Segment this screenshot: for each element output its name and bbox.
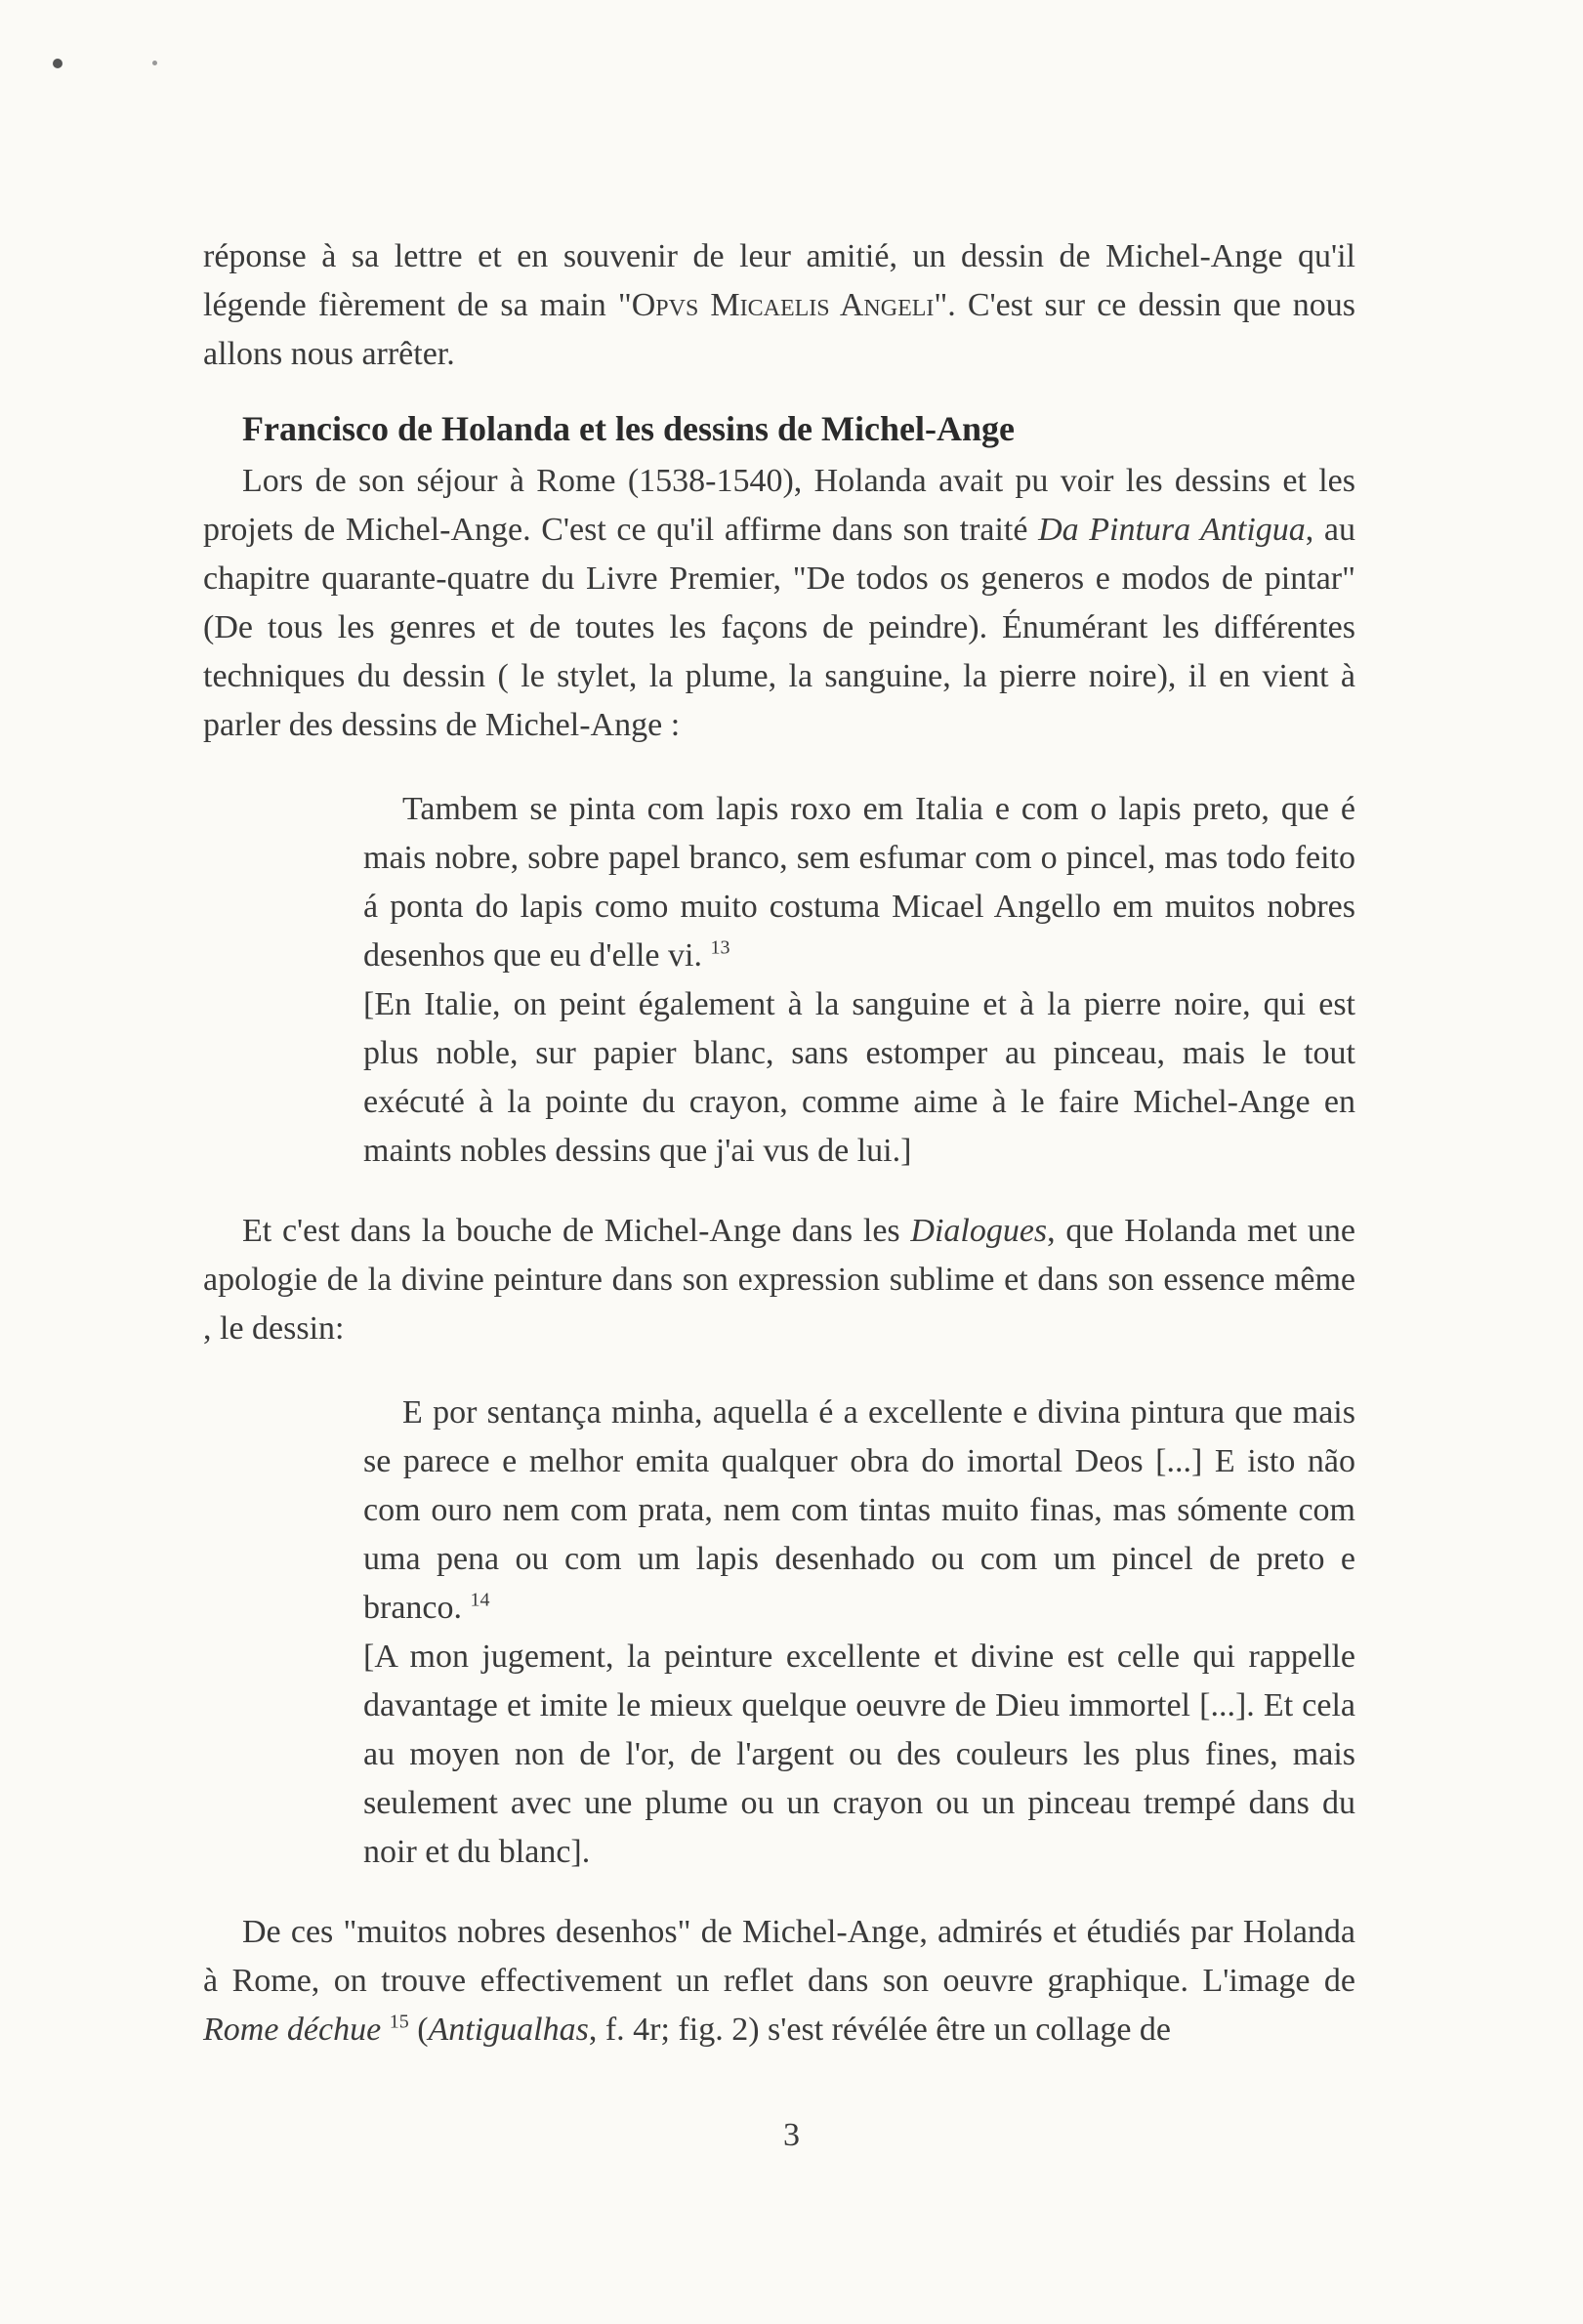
scan-speck xyxy=(152,61,157,65)
footnote-ref: 15 xyxy=(389,2011,409,2033)
book-title: Da Pintura Antigua xyxy=(1038,512,1306,548)
artwork-title: Rome déchue xyxy=(203,2012,382,2048)
book-title: Dialogues xyxy=(910,1213,1048,1249)
text-span: réponse à sa lettre et en souvenir de leur amitié, un dessin de Michel-Ange qu'il légende fièrement de sa main " xyxy=(203,238,1355,323)
footnote-ref: 13 xyxy=(710,936,730,959)
footnote-ref: 14 xyxy=(470,1589,490,1611)
quote-original xyxy=(363,785,1355,980)
paragraph-2 xyxy=(203,457,1355,750)
paragraph-1 xyxy=(203,232,1355,379)
text-span: , que Holanda met une apologie de la divine peinture dans son expression sublime et dans son essence même , le dessin: xyxy=(203,1213,1355,1347)
paragraph-4 xyxy=(203,1908,1355,2054)
block-quote-2 xyxy=(363,1389,1355,1877)
quote-original xyxy=(363,1389,1355,1633)
paragraph-3 xyxy=(203,1207,1355,1353)
text-span: E por sentança minha, aquella é a excellente e divina pintura que mais se parece e melhor emita qualquer obra do imortal Deos [...] E isto não com ouro nem com prata, nem com tintas muito finas, mas sómente com uma pena ou com um lapis desenhado ou com um pincel de preto e branco. xyxy=(363,1394,1355,1626)
text-span: , f. 4r; fig. 2) s'est révélée être un collage de xyxy=(588,2012,1172,2048)
drawing-caption: Opvs Micaelis Angeli xyxy=(631,287,935,323)
text-span: ". C'est sur ce dessin que nous allons nous arrêter. xyxy=(203,287,1355,372)
text-span: Lors de son séjour à Rome (1538-1540), Holanda avait pu voir les dessins et les projets de Michel-Ange. C'est ce qu'il affirme dans son traité xyxy=(203,463,1355,548)
block-quote-1 xyxy=(363,785,1355,1176)
section-heading: Francisco de Holanda et les dessins de Michel-Ange xyxy=(242,409,1015,448)
book-title: Antigualhas xyxy=(428,2012,589,2048)
quote-translation: [A mon jugement, la peinture excellente et divine est celle qui rappelle davantage et imite le mieux quelque oeuvre de Dieu immortel [...]. Et cela au moyen non de l'or, de l'argent ou des couleurs les plus fines, mais seulement avec une plume ou un crayon ou un pinceau trempé dans du noir et du blanc]. xyxy=(363,1639,1355,1870)
text-span: Tambem se pinta com lapis roxo em Italia e com o lapis preto, que é mais nobre, sobre papel branco, sem esfumar com o pincel, mas todo feito á ponta do lapis como muito costuma Micael Angello em muitos nobres desenhos que eu d'elle vi. xyxy=(363,791,1355,974)
text-span: , au chapitre quarante-quatre du Livre Premier, "De todos os generos e modos de pintar" (De tous les genres et de toutes les façons de peindre). Énumérant les différentes techniques du dessin ( le stylet, la plume, la sanguine, la pierre noire), il en vient à parler des dessins de Michel-Ange : xyxy=(203,512,1355,743)
scan-speck xyxy=(53,59,62,68)
page-number: 3 xyxy=(783,2117,800,2153)
quote-translation: [En Italie, on peint également à la sanguine et à la pierre noire, qui est plus noble, sur papier blanc, sans estomper au pinceau, mais le tout exécuté à la pointe du crayon, comme aime à le faire Michel-Ange en maints nobles dessins que j'ai vus de lui.] xyxy=(363,986,1355,1169)
text-span: Et c'est dans la bouche de Michel-Ange dans les xyxy=(242,1213,911,1249)
text-span: De ces "muitos nobres desenhos" de Michel-Ange, admirés et étudiés par Holanda à Rome, on trouve effectivement un reflet dans son oeuvre graphique. L'image de xyxy=(203,1914,1355,1999)
text-span: ( xyxy=(408,2012,429,2048)
